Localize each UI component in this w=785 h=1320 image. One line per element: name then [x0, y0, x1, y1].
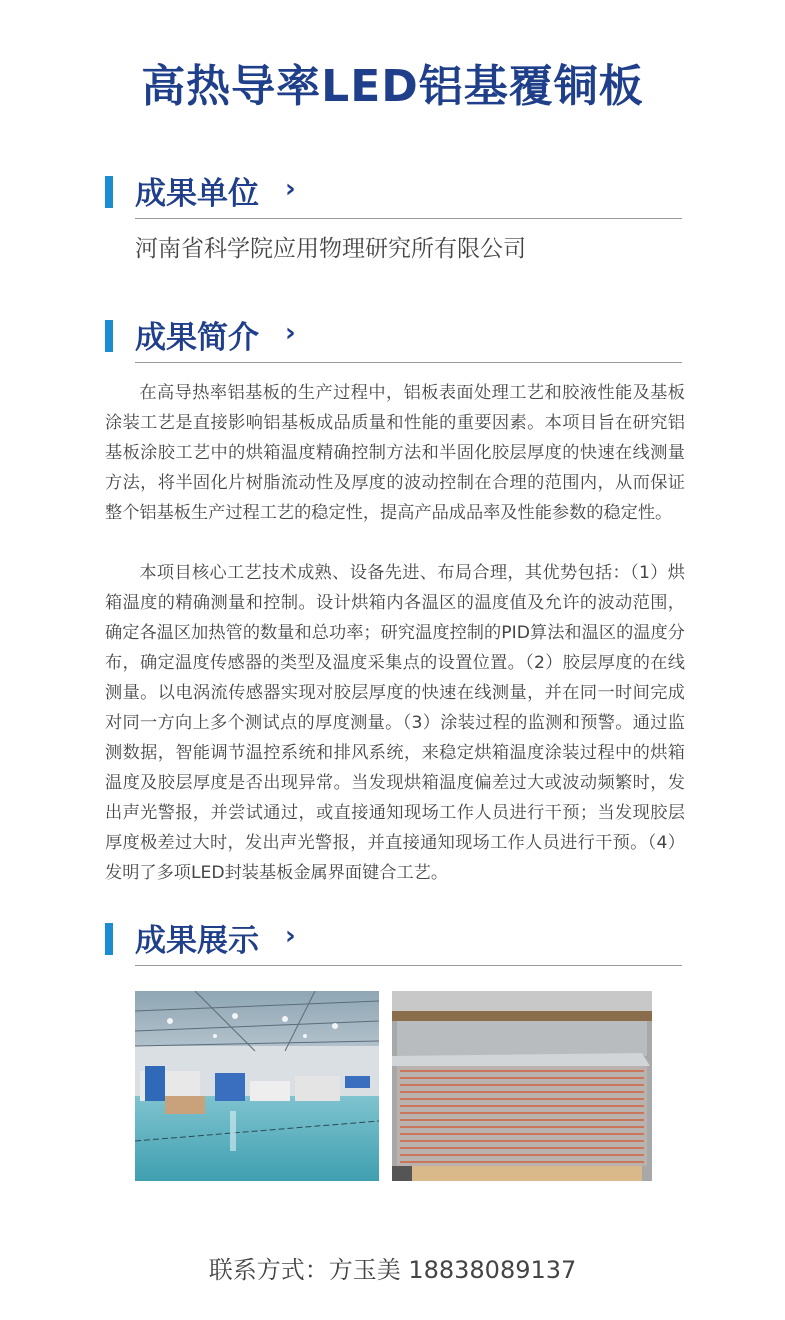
section-divider [135, 218, 682, 219]
section-accent-bar [105, 923, 113, 955]
unit-name: 河南省科学院应用物理研究所有限公司 [135, 236, 526, 262]
section-accent-bar [105, 176, 113, 208]
intro-paragraph-2: 本项目核心工艺技术成熟、设备先进、布局合理，其优势包括：（1）烘箱温度的精确测量和控制。设计烘箱内各温区的温度值及允许的波动范围，确定各温区加热管的数量和总功率；研究温度控制的PID算法和温区的温度分布，确定温度传感器的类型及温度采集点的设置位置。（2）胶层厚度的在线测量。以电涡流传感器实现对胶层厚度的快速在线测量，并在同一时间完成对同一方向上多个测试点的厚度测量。（3）涂装过程的监测和预警。通过监测数据，智能调节温控系统和排风系统，来稳定烘箱温度涂装过程中的烘箱温度及胶层厚度是否出现异常。当发现烘箱温度偏差过大或波动频繁时，发出声光警报，并尝试通过，或直接通知现场工作人员进行干预；当发现胶层厚度极差过大时，发出声光警报，并直接通知现场工作人员进行干预。（4）发明了多项LED封装基板金属界面键合工艺。 [105, 563, 685, 883]
section-heading: 成果展示 [135, 923, 259, 959]
section-divider [135, 362, 682, 363]
chevron-right-icon: › [285, 921, 296, 951]
section-heading: 成果简介 [135, 320, 259, 356]
chevron-right-icon: › [285, 318, 296, 348]
intro-paragraph-1: 在高导热率铝基板的生产过程中，铝板表面处理工艺和胶液性能及基板涂装工艺是直接影响铝基板成品质量和性能的重要因素。本项目旨在研究铝基板涂胶工艺中的烘箱温度精确控制方法和半固化胶层厚度的快速在线测量方法，将半固化片树脂流动性及厚度的波动控制在合理的范围内，从而保证整个铝基板生产过程工艺的稳定性，提高产品成品率及性能参数的稳定性。 [105, 383, 685, 523]
section-divider [135, 965, 682, 966]
section-heading: 成果单位 [135, 176, 259, 212]
section-accent-bar [105, 320, 113, 352]
factory-workshop-photo [135, 991, 379, 1181]
chevron-right-icon: › [285, 174, 296, 204]
page-title: 高热导率LED铝基覆铜板 [141, 61, 644, 112]
copper-clad-board-stack-photo [392, 991, 652, 1181]
contact-info: 联系方式：方玉美 18838089137 [208, 1256, 577, 1284]
